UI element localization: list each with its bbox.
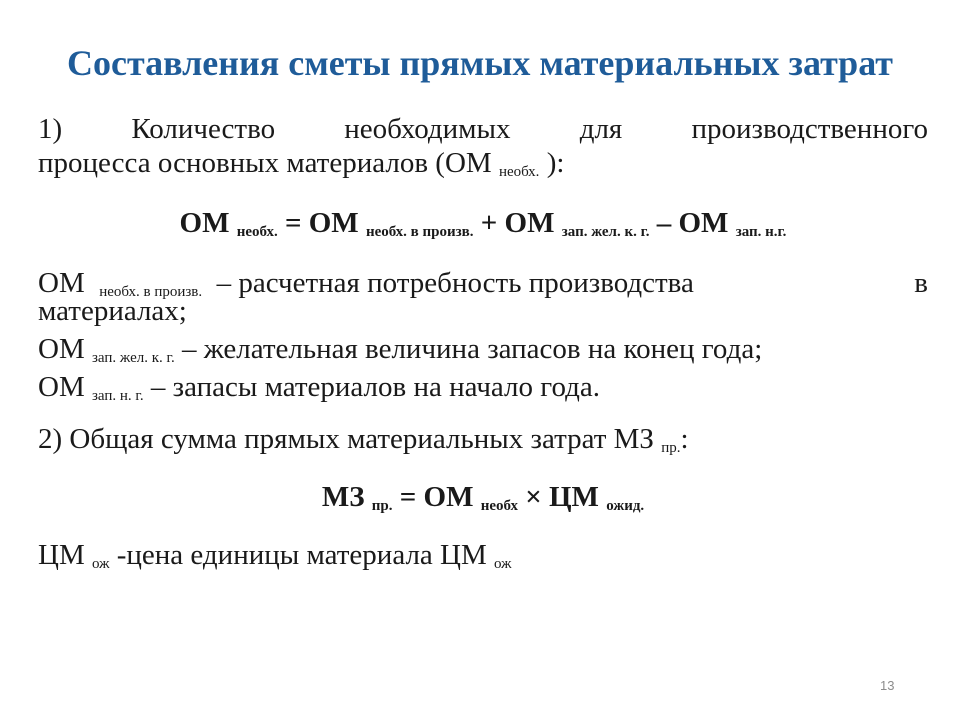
formula1-subscript: зап. н.г. <box>735 224 787 240</box>
formula1-subscript: необх. в произв. <box>365 224 474 240</box>
formula1-term: – ОМ <box>656 207 729 239</box>
formula1-subscript: зап. жел. к. г. <box>561 224 650 240</box>
formula2-subscript: необх <box>480 498 518 514</box>
formula1-term: = ОМ <box>284 207 359 239</box>
definition-text: в <box>914 267 928 299</box>
definition-om-production <box>38 266 928 328</box>
slide-content <box>38 112 928 572</box>
definition-text: – запасы материалов на начало года. <box>150 371 600 403</box>
definition-symbol: ОМ <box>38 267 85 299</box>
formula2-subscript: ожид. <box>606 498 645 514</box>
definition-subscript: необх. в произв. <box>99 284 203 300</box>
page-number: 13 <box>880 678 895 693</box>
item2-line <box>38 422 928 456</box>
definition-continuation: материалах; <box>38 295 187 327</box>
definition-text: – расчетная потребность производства <box>216 267 694 299</box>
item2-text: 2) Общая сумма прямых материальных затрат МЗ <box>38 423 654 455</box>
definition-symbol: ОМ <box>38 371 85 403</box>
definition-text: – желательная величина запасов на конец года; <box>181 333 763 365</box>
item1-line2-end: ): <box>546 147 565 179</box>
definition-symbol: ОМ <box>38 333 85 365</box>
item1-line2-text: процесса основных материалов (ОМ <box>38 147 492 179</box>
definition-price <box>38 538 928 572</box>
formula1-subscript: необх. <box>236 224 278 240</box>
price-symbol: ЦМ <box>38 539 85 571</box>
item1-word: необходимых <box>344 113 511 145</box>
item2-end: : <box>680 423 689 455</box>
item2-subscript: пр. <box>661 440 681 456</box>
formula1-term: + ОМ <box>480 207 555 239</box>
formula2-term: × ЦМ <box>525 481 599 513</box>
price-text: -цена единицы материала ЦМ <box>116 539 487 571</box>
slide-title: Составления сметы прямых материальных затрат <box>67 43 893 83</box>
price-subscript: ож <box>494 556 512 572</box>
item1-word: производственного <box>691 113 929 145</box>
definition-om-opening-stock <box>38 370 928 404</box>
price-subscript: ож <box>91 556 110 572</box>
formula-om-needed <box>38 206 928 240</box>
formula2-subscript: пр. <box>371 498 393 514</box>
formula2-term: МЗ <box>321 481 365 513</box>
item1-word: для <box>579 113 623 145</box>
item1-line2-subscript: необх. <box>498 164 540 180</box>
definition-om-desired-stock <box>38 332 928 366</box>
item1-word: Количество <box>131 113 276 145</box>
item1-line2 <box>38 146 928 180</box>
formula2-term: = ОМ <box>399 481 474 513</box>
formula-mz <box>38 480 928 514</box>
definition-subscript: зап. н. г. <box>91 388 144 404</box>
item1-line1 <box>38 112 928 146</box>
definition-subscript: зап. жел. к. г. <box>91 350 175 366</box>
item1-number: 1) <box>38 113 63 145</box>
formula1-term: ОМ <box>179 207 230 239</box>
